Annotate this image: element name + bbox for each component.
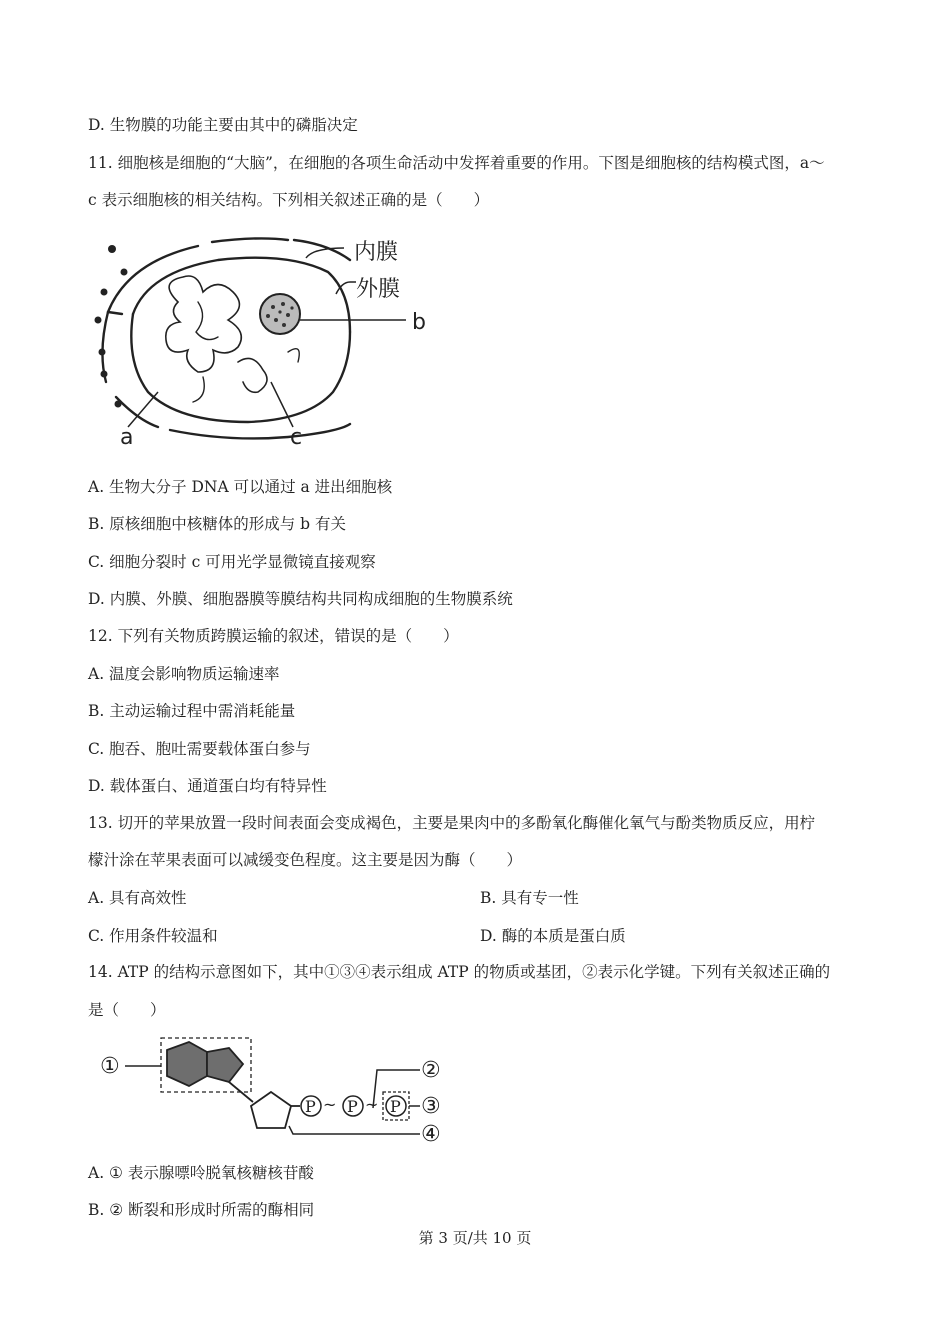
atp-structure-diagram	[95, 1030, 465, 1148]
outer-membrane	[108, 246, 198, 312]
adenine-ring-6	[167, 1042, 207, 1086]
label-3: ③	[421, 1094, 441, 1119]
label-2: ②	[421, 1058, 441, 1083]
phosphate-3-label: P	[390, 1097, 401, 1116]
q12-option-b: B. 主动运输过程中需消耗能量	[88, 702, 296, 720]
q13-option-c: C. 作用条件较温和	[88, 927, 218, 945]
label-1: ①	[100, 1054, 120, 1079]
label-4: ④	[421, 1122, 441, 1147]
label-outer-membrane: 外膜	[356, 277, 401, 302]
q12-option-c: C. 胞吞、胞吐需要载体蛋白参与	[88, 740, 311, 758]
phosphate-2-label: P	[347, 1097, 358, 1116]
label-b: b	[412, 310, 426, 335]
label-c: c	[290, 425, 303, 450]
q11-option-c: C. 细胞分裂时 c 可用光学显微镜直接观察	[88, 553, 376, 571]
phosphate-1-label: P	[305, 1097, 316, 1116]
q14-option-b: B. ② 断裂和形成时所需的酶相同	[88, 1201, 315, 1219]
nucleolus-b	[260, 294, 300, 334]
q14-stem-line2: 是（ ）	[88, 1001, 166, 1019]
high-energy-bond-2: ~	[365, 1095, 379, 1114]
q14-stem-line1: 14. ATP 的结构示意图如下，其中①③④表示组成 ATP 的物质或基团，②表示化学键。下列有关叙述正确的	[88, 963, 831, 981]
q11-option-b: B. 原核细胞中核糖体的形成与 b 有关	[88, 515, 347, 533]
q13-stem-line2: 檬汁涂在苹果表面可以减缓变色程度。这主要是因为酶（ ）	[88, 851, 523, 869]
q13-stem-line1: 13. 切开的苹果放置一段时间表面会变成褐色，主要是果肉中的多酚氧化酶催化氧气与酚类物质反应，用柠	[88, 814, 816, 832]
q10-option-d: D. 生物膜的功能主要由其中的磷脂决定	[88, 116, 358, 134]
page-footer: 第 3 页/共 10 页	[418, 1229, 532, 1247]
q11-stem-line1: 11. 细胞核是细胞的“大脑”，在细胞的各项生命活动中发挥着重要的作用。下图是细胞核的结构模式图，a～	[88, 154, 825, 172]
ribose-pentagon	[251, 1092, 291, 1128]
nucleus-diagram	[88, 232, 453, 457]
q11-stem-line2: c 表示细胞核的相关结构。下列相关叙述正确的是（ ）	[88, 191, 490, 209]
high-energy-bond-1: ~	[323, 1095, 337, 1114]
label-inner-membrane: 内膜	[354, 240, 399, 265]
q12-option-a: A. 温度会影响物质运输速率	[88, 665, 280, 683]
q13-option-a: A. 具有高效性	[88, 889, 187, 907]
q13-option-b: B. 具有专一性	[480, 889, 579, 907]
q14-option-a: A. ① 表示腺嘌呤脱氧核糖核苷酸	[88, 1164, 314, 1182]
q13-option-d: D. 酶的本质是蛋白质	[480, 927, 626, 945]
q11-option-d: D. 内膜、外膜、细胞器膜等膜结构共同构成细胞的生物膜系统	[88, 590, 513, 608]
label-a: a	[120, 425, 134, 450]
q12-stem: 12. 下列有关物质跨膜运输的叙述，错误的是（ ）	[88, 627, 459, 645]
q11-option-a: A. 生物大分子 DNA 可以通过 a 进出细胞核	[88, 478, 393, 496]
chromatin-c	[166, 276, 242, 372]
inner-membrane	[133, 258, 350, 332]
adenine-ring-5	[207, 1048, 243, 1082]
q12-option-d: D. 载体蛋白、通道蛋白均有特异性	[88, 777, 327, 795]
